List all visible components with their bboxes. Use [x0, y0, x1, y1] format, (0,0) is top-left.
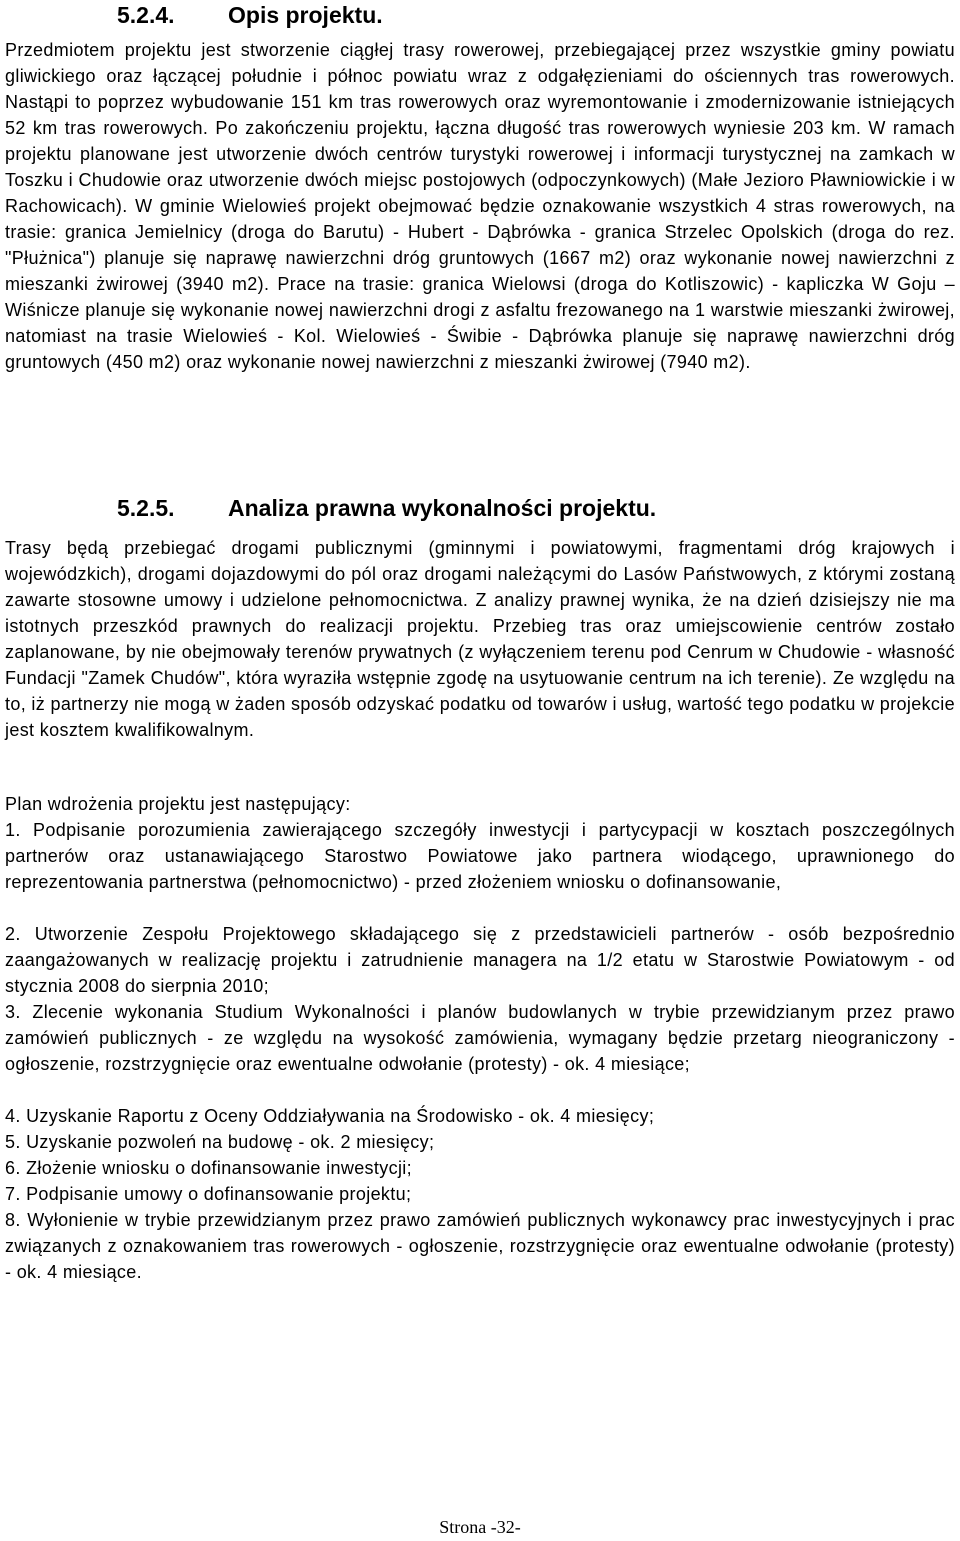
plan-item-7: 7. Podpisanie umowy o dofinansowanie projektu;: [5, 1184, 412, 1204]
plan-intro: Plan wdrożenia projektu jest następujący:: [5, 794, 351, 814]
plan-item-8: 8. Wyłonienie w trybie przewidzianym przez prawo zamówień publicznych wykonawcy prac inwestycyjnych i prac związanych z oznakowaniem tras rowerowych - ogłoszenie, rozstrzygnięcie oraz ewentualne odwołanie (protesty) - ok. 4 miesiące.: [5, 1210, 955, 1282]
plan-item-2: 2. Utworzenie Zespołu Projektowego składającego się z przedstawicieli partnerów - osób bezpośrednio zaangażowanych w realizację projektu i zatrudnienie managera na 1/2 etatu w Starostwie Powiatowym - od stycznia 2008 do sierpnia 2010;: [5, 924, 955, 996]
plan-item-6: 6. Złożenie wniosku o dofinansowanie inwestycji;: [5, 1158, 413, 1178]
section-heading-opis-projektu: [117, 1, 383, 29]
section-title: Opis projektu.: [228, 2, 383, 28]
section-paragraph-opis: Przedmiotem projektu jest stworzenie ciągłej trasy rowerowej, przebiegającej przez wszystkie gminy powiatu gliwickiego oraz łączącej południe i północ powiatu wraz z odgałęzieniami do ościennych tras rowerowych. Nastąpi to poprzez wybudowanie 151 km tras rowerowych oraz wyremontowanie i zmodernizowanie istniejących 52 km tras rowerowych. Po zakończeniu projektu, łączna długość tras rowerowych wyniesie 203 km. W ramach projektu planowane jest utworzenie dwóch centrów turystyki rowerowej i informacji turystycznej na zamkach w Toszku i Chudowie oraz utworzenie dwóch miejsc postojowych (odpoczynkowych) (Małe Jezioro Pławniowickie i w Rachowicach). W gminie Wielowieś projekt obejmować będzie oznakowanie wszystkich 4 stras rowerowych, na trasie: granica Jemielnicy (droga do Barutu) - Hubert - Dąbrówka - granica Strzelec Opolskich (droga do rez. "Płużnica") planuje się naprawę nawierzchni dróg gruntowych (1667 m2) oraz wykonanie nowej nawierzchni z mieszanki żwirowej (3940 m2). Prace na trasie: granica Wielowsi (droga do Kotliszowic) - kapliczka W Goju – Wiśnicze planuje się wykonanie nowej nawierzchni drogi z asfaltu frezowanego na 1 warstwie mieszanki żwirowej, natomiast na trasie Wielowieś - Kol. Wielowieś - Świbie - Dąbrówka planuje się naprawę nawierzchni dróg gruntowych (450 m2) oraz wykonanie nowej nawierzchni z mieszanki żwirowej (7940 m2).: [5, 40, 955, 372]
plan-item-3: 3. Zlecenie wykonania Studium Wykonalności i planów budowlanych w trybie przewidzianym przez prawo zamówień publicznych - ze względu na wysokość zamówienia, wymagany będzie przetarg nieograniczony - ogłoszenie, rozstrzygnięcie oraz ewentualne odwołanie (protesty) - ok. 4 miesiące;: [5, 1002, 955, 1074]
page-number-footer: Strona -32-: [439, 1517, 521, 1537]
section-title: Analiza prawna wykonalności projektu.: [228, 495, 657, 521]
section-number: 5.2.5.: [117, 495, 175, 521]
plan-item-1: 1. Podpisanie porozumienia zawierającego szczegóły inwestycji i partycypacji w kosztach poszczególnych partnerów oraz ustanawiającego Starostwo Powiatowe jako partnera wiodącego, uprawnionego do reprezentowania partnerstwa (pełnomocnictwo) - przed złożeniem wniosku o dofinansowanie,: [5, 820, 955, 892]
section-heading-analiza-prawna: [117, 494, 656, 522]
plan-item-5: 5. Uzyskanie pozwoleń na budowę - ok. 2 miesięcy;: [5, 1132, 435, 1152]
plan-item-4: 4. Uzyskanie Raportu z Oceny Oddziaływania na Środowisko - ok. 4 miesięcy;: [5, 1106, 655, 1126]
section-number: 5.2.4.: [117, 2, 175, 28]
section-paragraph-analiza: Trasy będą przebiegać drogami publicznymi (gminnymi i powiatowymi, fragmentami dróg krajowych i wojewódzkich), drogami dojazdowymi do pól oraz drogami należącymi do Lasów Państwowych, z którymi zostaną zawarte stosowne umowy i udzielone pełnomocnictwa. Z analizy prawnej wynika, że na dzień dzisiejszy nie ma istotnych przeszkód prawnych do realizacji projektu. Przebieg tras oraz umiejscowienie centrów zostało zaplanowane, by nie obejmowały terenów prywatnych (z wyłączeniem terenu pod Cenrum w Chudowie - własność Fundacji "Zamek Chudów", która wyraziła wstępnie zgodę na usytuowanie centrum na ich terenie). Ze względu na to, iż partnerzy nie mogą w żaden sposób odzyskać podatku od towarów i usług, wartość tego podatku w projekcie jest kosztem kwalifikowalnym.: [5, 538, 955, 740]
